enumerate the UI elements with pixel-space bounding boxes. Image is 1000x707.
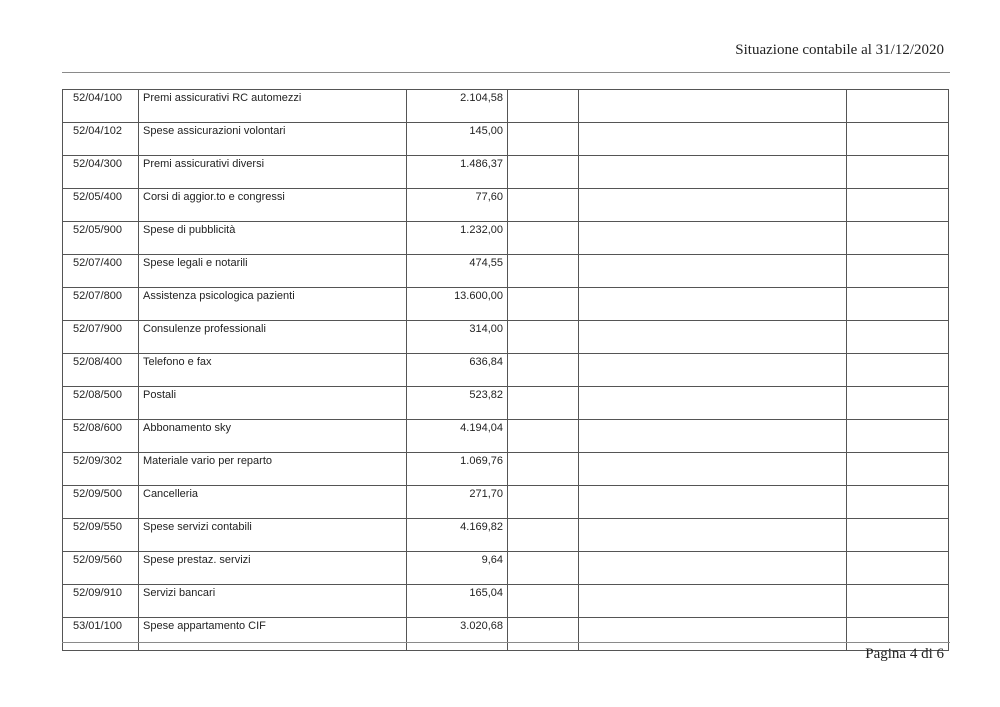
empty-cell	[508, 618, 579, 651]
amount-cell: 4.169,82	[407, 519, 508, 552]
empty-cell	[508, 420, 579, 453]
accounts-table	[62, 89, 949, 651]
table-row	[63, 156, 949, 189]
empty-cell	[847, 156, 949, 189]
table-row	[63, 486, 949, 519]
empty-cell	[579, 387, 847, 420]
empty-cell	[579, 189, 847, 222]
account-description-cell: Premi assicurativi RC automezzi	[139, 90, 407, 123]
amount-cell: 165,04	[407, 585, 508, 618]
account-description-cell: Spese legali e notarili	[139, 255, 407, 288]
empty-cell	[508, 552, 579, 585]
empty-cell	[847, 90, 949, 123]
account-code-cell: 52/07/800	[63, 288, 139, 321]
table-row	[63, 288, 949, 321]
table-row	[63, 255, 949, 288]
account-description-cell: Premi assicurativi diversi	[139, 156, 407, 189]
empty-cell	[847, 288, 949, 321]
account-code-cell: 52/08/500	[63, 387, 139, 420]
table-row	[63, 354, 949, 387]
empty-cell	[847, 519, 949, 552]
empty-cell	[508, 288, 579, 321]
table-row	[63, 123, 949, 156]
table-row	[63, 387, 949, 420]
empty-cell	[847, 321, 949, 354]
empty-cell	[579, 321, 847, 354]
empty-cell	[847, 486, 949, 519]
empty-cell	[847, 354, 949, 387]
empty-cell	[847, 552, 949, 585]
empty-cell	[579, 585, 847, 618]
account-description-cell: Consulenze professionali	[139, 321, 407, 354]
account-description-cell: Spese servizi contabili	[139, 519, 407, 552]
empty-cell	[847, 420, 949, 453]
account-code-cell: 52/09/302	[63, 453, 139, 486]
empty-cell	[579, 453, 847, 486]
amount-cell: 636,84	[407, 354, 508, 387]
table-row	[63, 222, 949, 255]
account-description-cell: Spese assicurazioni volontari	[139, 123, 407, 156]
account-code-cell: 52/09/550	[63, 519, 139, 552]
table-row	[63, 453, 949, 486]
amount-cell: 474,55	[407, 255, 508, 288]
table-row	[63, 618, 949, 651]
empty-cell	[508, 453, 579, 486]
empty-cell	[508, 387, 579, 420]
amount-cell: 145,00	[407, 123, 508, 156]
empty-cell	[579, 519, 847, 552]
account-code-cell: 52/04/102	[63, 123, 139, 156]
page-number: Pagina 4 di 6	[865, 646, 944, 662]
amount-cell: 1.232,00	[407, 222, 508, 255]
account-description-cell: Spese prestaz. servizi	[139, 552, 407, 585]
empty-cell	[508, 189, 579, 222]
account-description-cell: Cancelleria	[139, 486, 407, 519]
account-code-cell: 52/04/300	[63, 156, 139, 189]
account-description-cell: Servizi bancari	[139, 585, 407, 618]
empty-cell	[579, 255, 847, 288]
empty-cell	[847, 585, 949, 618]
account-code-cell: 52/08/400	[63, 354, 139, 387]
amount-cell: 2.104,58	[407, 90, 508, 123]
account-code-cell: 52/04/100	[63, 90, 139, 123]
amount-cell: 271,70	[407, 486, 508, 519]
empty-cell	[579, 288, 847, 321]
account-description-cell: Telefono e fax	[139, 354, 407, 387]
empty-cell	[847, 453, 949, 486]
account-code-cell: 52/09/560	[63, 552, 139, 585]
amount-cell: 1.069,76	[407, 453, 508, 486]
empty-cell	[579, 618, 847, 651]
empty-cell	[508, 222, 579, 255]
amount-cell: 314,00	[407, 321, 508, 354]
empty-cell	[508, 90, 579, 123]
amount-cell: 13.600,00	[407, 288, 508, 321]
table-row	[63, 519, 949, 552]
table-row	[63, 552, 949, 585]
amount-cell: 1.486,37	[407, 156, 508, 189]
account-description-cell: Spese di pubblicità	[139, 222, 407, 255]
empty-cell	[579, 552, 847, 585]
account-description-cell: Abbonamento sky	[139, 420, 407, 453]
account-description-cell: Materiale vario per reparto	[139, 453, 407, 486]
account-description-cell: Corsi di aggior.to e congressi	[139, 189, 407, 222]
empty-cell	[847, 255, 949, 288]
account-code-cell: 53/01/100	[63, 618, 139, 651]
table-row	[63, 90, 949, 123]
amount-cell: 4.194,04	[407, 420, 508, 453]
account-code-cell: 52/05/900	[63, 222, 139, 255]
empty-cell	[579, 420, 847, 453]
account-description-cell: Postali	[139, 387, 407, 420]
footer-divider	[62, 642, 950, 643]
account-code-cell: 52/07/900	[63, 321, 139, 354]
empty-cell	[847, 387, 949, 420]
empty-cell	[579, 222, 847, 255]
empty-cell	[579, 123, 847, 156]
amount-cell: 3.020,68	[407, 618, 508, 651]
header-divider	[62, 72, 950, 73]
empty-cell	[508, 321, 579, 354]
empty-cell	[508, 486, 579, 519]
account-description-cell: Assistenza psicologica pazienti	[139, 288, 407, 321]
account-description-cell: Spese appartamento CIF	[139, 618, 407, 651]
account-code-cell: 52/08/600	[63, 420, 139, 453]
table-row	[63, 321, 949, 354]
empty-cell	[579, 354, 847, 387]
empty-cell	[579, 90, 847, 123]
account-code-cell: 52/09/910	[63, 585, 139, 618]
empty-cell	[508, 255, 579, 288]
empty-cell	[579, 486, 847, 519]
amount-cell: 523,82	[407, 387, 508, 420]
empty-cell	[508, 519, 579, 552]
empty-cell	[508, 156, 579, 189]
empty-cell	[579, 156, 847, 189]
amount-cell: 77,60	[407, 189, 508, 222]
table-row	[63, 585, 949, 618]
account-code-cell: 52/05/400	[63, 189, 139, 222]
empty-cell	[847, 123, 949, 156]
accounts-table-body	[63, 90, 949, 651]
table-row	[63, 420, 949, 453]
table-row	[63, 189, 949, 222]
account-code-cell: 52/07/400	[63, 255, 139, 288]
empty-cell	[847, 189, 949, 222]
page-title: Situazione contabile al 31/12/2020	[735, 42, 944, 58]
empty-cell	[508, 354, 579, 387]
account-code-cell: 52/09/500	[63, 486, 139, 519]
empty-cell	[508, 585, 579, 618]
empty-cell	[508, 123, 579, 156]
amount-cell: 9,64	[407, 552, 508, 585]
empty-cell	[847, 222, 949, 255]
